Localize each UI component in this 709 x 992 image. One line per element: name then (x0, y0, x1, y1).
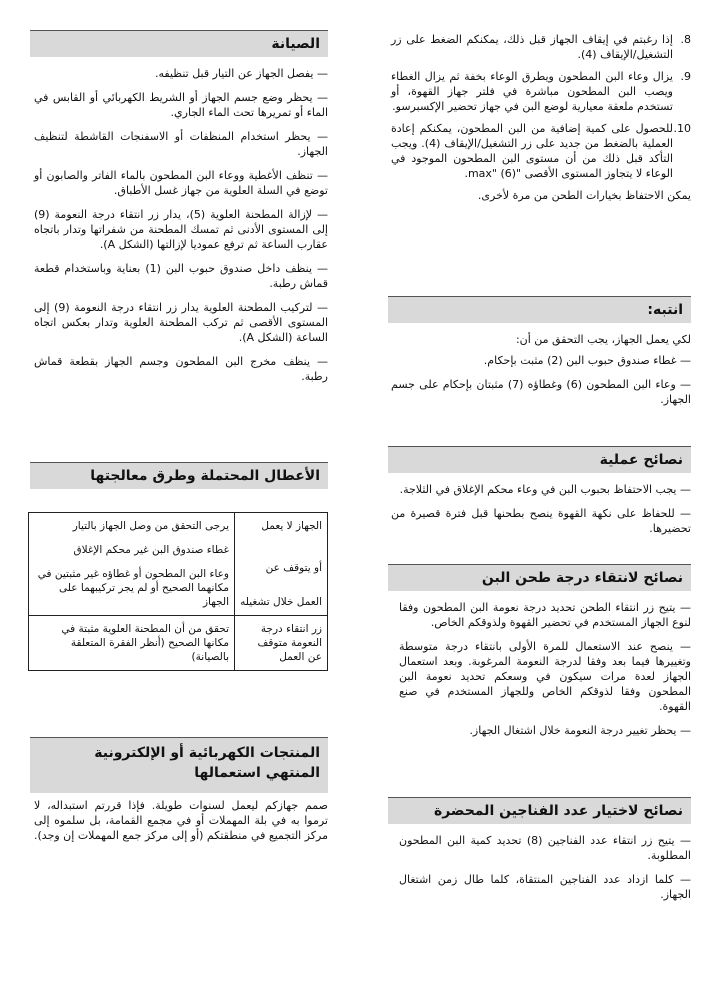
recycling-text: صمم جهازكم ليعمل لسنوات طويلة. فإذا قررتم استبداله، لا ترموا به في بلة المهملات أو في مجمع القمامة، بل سلموه إلى مركز التجميع في منطقتكم (أو إلى مركز جمع المهملات إن وجد). (34, 799, 328, 842)
list-item: — لتركيب المطحنة العلوية يدار زر انتقاء درجة النعومة (9) إلى المستوى الأقصى ثم تركب المطحنة العلوية وتدار بعكس اتجاه الساعة (الشكل A). (34, 300, 328, 345)
faults-heading: الأعطال المحتملة وطرق معالجتها (30, 462, 328, 489)
steps-list (391, 32, 691, 203)
list-item: — وعاء البن المطحون (6) وغطاؤه (7) مثبتان بإحكام على جسم الجهاز. (391, 377, 691, 407)
list-item: — يحظر وضع جسم الجهاز أو الشريط الكهربائي أو القابس في الماء أو تمريرها تحت الماء الجاري. (34, 90, 328, 120)
table-row (29, 513, 328, 616)
list-item: — غطاء صندوق حبوب البن (2) مثبت بإحكام. (391, 353, 691, 368)
list-item: — يجب الاحتفاظ بحبوب البن في وعاء محكم الإغلاق في الثلاجة. (391, 482, 691, 497)
list-item: — يحظر تغيير درجة النعومة خلال اشتغال الجهاز. (399, 723, 691, 738)
list-item: — تنظف الأغطية ووعاء البن المطحون بالماء الفاتر والصابون أو توضع في السلة العلوية من جهاز غسل الأطباق. (34, 168, 328, 198)
list-item: — ينظف داخل صندوق حبوب البن (1) بعناية وباستخدام قطعة قماش رطبة. (34, 261, 328, 291)
list-item (391, 32, 691, 62)
list-item: — يفصل الجهاز عن التيار قبل تنظيفه. (34, 66, 328, 81)
attention-block (391, 332, 691, 416)
step-text: يزال وعاء البن المطحون ويطرق الوعاء بخفة ثم يزال الغطاء ويصب البن المطحون مباشرة في فلتر جهاز القهوة، أو تستخدم ملعقة معيارية لوضع البن في جهاز تحضير الإكسبرسو. (391, 70, 673, 113)
list-item: — ينصح عند الاستعمال للمرة الأولى بانتقاء درجة متوسطة وتغييرها فيما بعد وفقا لدرجة النعومة المرغوبة. وبعد استعمال الجهاز لعدة مرات سيكون في وسعكم تحديد نعومة البن المطحون وفقا لذوقكم الخاص وللجهاز المستخدم في صنع القهوة. (399, 639, 691, 714)
list-item: — كلما ازداد عدد الفناجين المنتقاة، كلما طال زمن اشتغال الجهاز. (399, 872, 691, 902)
attention-heading: انتبه: (388, 296, 691, 323)
practical-list (391, 482, 691, 545)
step-text: إذا رغبتم في إيقاف الجهاز قبل ذلك، يمكنكم الضغط على زر التشغيل/الإيقاف (4). (391, 33, 673, 61)
list-item (391, 69, 691, 114)
fineness-list (399, 600, 691, 747)
steps-note: يمكن الاحتفاظ بخيارات الطحن من مرة لأخرى. (477, 189, 691, 202)
maintenance-list (34, 66, 328, 393)
fault-solution-cell: تحقق من أن المطحنة العلوية مثبتة في مكانها الصحيح (أنظر الفقرة المتعلقة بالصيانة) (29, 616, 235, 671)
list-item: — لإزالة المطحنة العلوية (5)، يدار زر انتقاء درجة النعومة (9) إلى المستوى الأدنى ثم تمسك المطحنة من شفراتها وتدار باتجاه عقارب الساعة ثم ترفع عموديا لإزالتها (الشكل A). (34, 207, 328, 252)
fault-problem-cell: الجهاز لا يعمل أو يتوقف عن العمل خلال تشغيله (235, 513, 328, 616)
maintenance-heading: الصيانة (30, 30, 328, 57)
list-item (391, 121, 691, 181)
table-row (29, 616, 328, 671)
recycling-heading: المنتجات الكهربائية أو الإلكترونية المنتهي استعمالها (30, 737, 328, 793)
cups-list (399, 833, 691, 911)
attention-intro: لكي يعمل الجهاز، يجب التحقق من أن: (515, 333, 691, 346)
list-item: — يتيح زر انتقاء عدد الفناجين (8) تحديد كمية البن المطحون المطلوبة. (399, 833, 691, 863)
step-number: 8. (680, 33, 691, 46)
fault-problem-cell: زر انتقاء درجة النعومة متوقف عن العمل (235, 616, 328, 671)
list-item: — للحفاظ على نكهة القهوة ينصح بطحنها قبل فترة قصيرة من تحضيرها. (391, 506, 691, 536)
list-item: — يتيح زر انتقاء الطحن تحديد درجة نعومة البن المطحون وفقا لنوع الجهاز المستخدم في تحضير القهوة ولذوقكم الخاص. (399, 600, 691, 630)
practical-heading: نصائح عملية (388, 446, 691, 473)
step-text: للحصول على كمية إضافية من البن المطحون، يمكنكم إعادة العملية بالضغط من جديد على زر التشغيل/الإيقاف (4). ويجب التأكد قبل ذلك من أن مستوى البن المطحون الموجود في الوعاء لا يتجاوز المستوى الأقصى "max" (6). (391, 122, 673, 180)
list-item: — ينظف مخرج البن المطحون وجسم الجهاز بقطعة قماش رطبة. (34, 354, 328, 384)
list-item: — يحظر استخدام المنظفات أو الاسفنجات القاشطة لتنظيف الجهاز. (34, 129, 328, 159)
fault-solution-cell: يرجى التحقق من وصل الجهاز بالتيار غطاء صندوق البن غير محكم الإغلاق وعاء البن المطحون أو غطاؤه غير مثبتين في مكانهما الصحيح أو لم يجر تركيبهما على الجهاز (29, 513, 235, 616)
step-number: 9. (680, 70, 691, 83)
step-number: 10. (673, 122, 691, 135)
fineness-heading: نصائح لانتقاء درجة طحن البن (388, 564, 691, 591)
faults-table (28, 512, 328, 671)
cups-heading: نصائح لاختيار عدد الفناجين المحضرة (388, 797, 691, 824)
